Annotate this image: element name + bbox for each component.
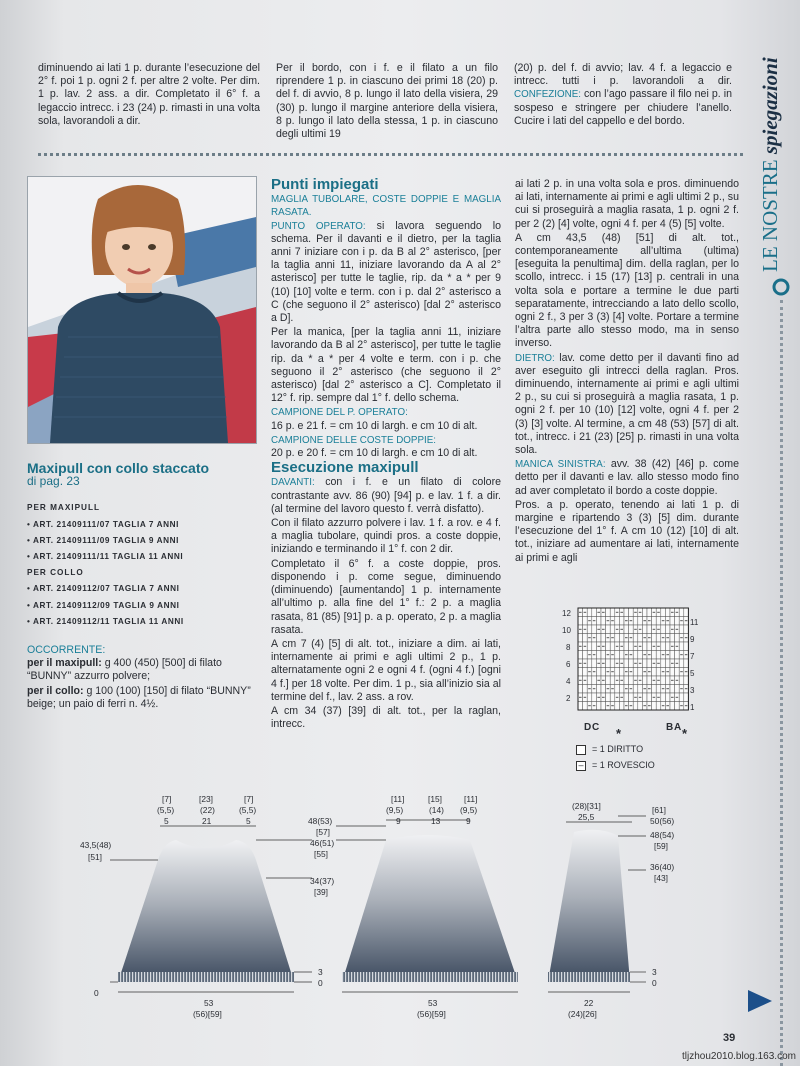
stitch-cell xyxy=(679,659,684,668)
stitch-cell xyxy=(656,668,661,677)
sleeve-dim-label: 50(56) xyxy=(650,816,675,826)
back-schematic xyxy=(308,794,518,1019)
punti-subheading: MAGLIA TUBOLARE, COSTE DOPPIE E MAGLIA RASATA. xyxy=(271,194,501,219)
top-column-3 xyxy=(514,62,732,129)
grid-row-num: 7 xyxy=(690,652,695,661)
stitch-cell xyxy=(633,617,638,626)
dietro-text: lav. come detto per il davanti fino ad aver eseguito gli intrecci della raglan. Pros. diminuendo, internamente ai primi e agli ultimi 2 p., su cui si proseguirà a maglia rasata, 1 p. ogni 2 f. per 10 (10) [12] volte, ogni 4 f. per 2 (3) [3] volte. Al termine, a cm 48 (53) [57] di alt. tot., intrecc. i 21 (23) [25] p. rimasti in una volta sola. xyxy=(515,351,739,457)
stitch-chart xyxy=(556,604,706,744)
stitch-cell xyxy=(642,659,647,668)
list-item: • ART. 21409111/11 TAGLIA 11 ANNI xyxy=(27,552,184,562)
back-body-shape xyxy=(342,835,518,982)
manica-sinistra-text: avv. 38 (42) [46] p. come detto per il davanti e lav. allo stesso modo fino ad aver completato il bordo a coste doppie. xyxy=(515,458,739,497)
front-dim-label: [51] xyxy=(88,852,102,862)
grid-row-num: 2 xyxy=(566,694,571,703)
front-dim-label: (5,5) xyxy=(239,805,257,815)
garment-schematics xyxy=(0,780,800,1030)
stitch-cell xyxy=(615,617,620,626)
front-dim-label: 21 xyxy=(202,816,212,826)
stitch-cell xyxy=(624,676,629,685)
grid-col-label: * xyxy=(616,726,622,741)
punto-operato-text: si lavora seguendo lo schema. Per il davanti e il dietro, per la taglia anni 7 iniziare con i p. da B al 2° asterisco, [per la taglia anni 11, iniziare lavorando da A al 2° asterisco] per tutte le taglie, rip. da * a * per 9 (10) [10] volte e term. con i p. dal 2° asterisco a C (che seguono il 2° asterisco) [dal 2° asterisco a D]. xyxy=(271,219,502,325)
stitch-cell xyxy=(684,642,689,651)
maxipull-article-list xyxy=(27,517,257,566)
right-paragraph-1: ai lati 2 p. in una volta sola e pros. diminuendo ai lati, internamente ai primi e agli ultimi 2 p., su cui si proseguirà a maglia rasata, 1 p. ogni 2 f. per 2 (2) [4] volte, ogni 4 f. per 4 (5) [5] volte. xyxy=(515,178,739,230)
stitch-cell xyxy=(638,651,643,660)
top-column-1 xyxy=(38,62,260,129)
stitch-cell xyxy=(670,668,675,677)
campione-cd-value: 20 p. e 20 f. = cm 10 di largh. e cm 10 di alt. xyxy=(271,447,478,460)
stitch-cell xyxy=(652,685,657,694)
stitch-cell xyxy=(670,685,675,694)
stitch-cell xyxy=(578,668,583,677)
stitch-cell xyxy=(606,693,611,702)
sleeve-dim-label: [43] xyxy=(654,873,668,883)
front-dim-label: 0 xyxy=(318,978,323,988)
stitch-cell xyxy=(638,702,643,711)
stitch-cell xyxy=(596,702,601,711)
sleeve-rib-band xyxy=(548,972,630,982)
stitch-cell xyxy=(679,676,684,685)
stitch-cell xyxy=(665,642,670,651)
collo-material-text: g 100 (100) [150] di filato “BUNNY” beige; un paio di ferri n. 4½. xyxy=(27,684,251,710)
stitch-cell xyxy=(587,608,592,617)
punti-heading: Punti impiegati xyxy=(271,176,379,193)
stitch-cell xyxy=(633,702,638,711)
stitch-cell xyxy=(675,685,680,694)
sleeve-body-shape xyxy=(548,830,630,982)
back-rib-band xyxy=(342,972,518,982)
list-item: • ART. 21409112/09 TAGLIA 9 ANNI xyxy=(27,600,180,610)
stitch-cell xyxy=(665,693,670,702)
legend-rovescio: – = 1 ROVESCIO xyxy=(576,760,655,771)
list-item: • ART. 21409112/07 TAGLIA 7 ANNI xyxy=(27,584,180,594)
stitch-cell xyxy=(619,668,624,677)
stitch-cell xyxy=(675,651,680,660)
stitch-cell xyxy=(587,625,592,634)
campione-po-value: 16 p. e 21 f. = cm 10 di largh. e cm 10 di alt. xyxy=(271,419,478,432)
stitch-cell xyxy=(665,659,670,668)
grid-row-num: 9 xyxy=(690,635,695,644)
stitch-cell xyxy=(610,608,615,617)
stitch-cell xyxy=(684,625,689,634)
stitch-cell xyxy=(684,693,689,702)
stitch-cell xyxy=(592,693,597,702)
list-item: • ART. 21409111/07 TAGLIA 7 ANNI xyxy=(27,519,180,529)
stitch-cell xyxy=(665,608,670,617)
confezione-label: CONFEZIONE: xyxy=(514,89,581,101)
sleeve-dim-label: (24)[26] xyxy=(568,1009,597,1019)
stitch-cell xyxy=(665,676,670,685)
stitch-cell xyxy=(652,634,657,643)
grid-row-num: 12 xyxy=(562,609,571,618)
stitch-cell xyxy=(615,702,620,711)
stitch-cell xyxy=(601,617,606,626)
stitch-cell xyxy=(679,608,684,617)
maxipull-material-text: g 400 (450) [500] di filato “BUNNY” azzurro polvere; xyxy=(27,657,222,683)
stitch-cell xyxy=(578,651,583,660)
left-info-column xyxy=(27,462,257,712)
stitch-cell xyxy=(619,634,624,643)
top-column-2 xyxy=(276,62,498,142)
stitch-cell xyxy=(661,676,666,685)
stitch-cell xyxy=(675,617,680,626)
front-dim-label: 53 xyxy=(204,998,214,1008)
front-dim-label: (56)[59] xyxy=(193,1009,222,1019)
stitch-cell xyxy=(638,668,643,677)
collo-material-label: per il collo: xyxy=(27,684,84,697)
stitch-cell xyxy=(601,668,606,677)
back-dim-label: 9 xyxy=(396,816,401,826)
stitch-cell xyxy=(587,659,592,668)
stitch-cell xyxy=(587,642,592,651)
front-dim-label: 5 xyxy=(246,816,251,826)
stitch-cell xyxy=(592,608,597,617)
punto-operato-label: PUNTO OPERATO: xyxy=(271,220,366,232)
stitch-cell xyxy=(578,685,583,694)
stitch-cell xyxy=(665,625,670,634)
stitch-cell xyxy=(647,608,652,617)
paragraph-3: A cm 7 (4) [5] di alt. tot., iniziare a dim. ai lati, internamente ai primi e agli ultimi 2 p., 1 p. alternatamente ogni 2 e ogni 4 f. (ogni 4 f.) [ogni 4 f.] per 18 volte. Per dim. 1 p., sia all’inizio sia al termine del f., lav. 2 ass. a rov. xyxy=(271,637,501,703)
right-paragraph-2: A cm 43,5 (48) [51] di alt. tot., contemporaneamente all’ultima (ultima) [eseguita la penultima] dim. della raglan, per lo scollo, intrecc. i 15 (17) [13] p. centrali in una volta sola e portare a termine le due parti separatamente, intrecciando a lato dello scollo, ogni 2 f., 3 per 3 (3) [4] volte. Portare a termine l’altra parte allo stesso modo, ma in senso inverso. xyxy=(515,231,739,350)
right-paragraph-3: Pros. a p. operato, tenendo ai lati 1 p. di margine e ripartendo 3 (3) [5] dim. durante l’esecuzione del 1° f. A cm 10 (12) [10] di alt. tot., iniziare ad aumentare ai lati, internamente ai primi e agli xyxy=(515,498,739,564)
stitch-cell xyxy=(606,642,611,651)
dietro-label: DIETRO: xyxy=(515,352,555,364)
stitch-cell xyxy=(638,617,643,626)
stitch-cell xyxy=(601,685,606,694)
stitch-cell xyxy=(596,668,601,677)
stitch-cell xyxy=(583,702,588,711)
stitch-cell xyxy=(656,634,661,643)
stitch-cell xyxy=(592,676,597,685)
sleeve-dim-label: [61] xyxy=(652,805,666,815)
stitch-cell xyxy=(661,608,666,617)
sleeve-dim-label: 36(40) xyxy=(650,862,675,872)
front-dim-label: 43,5(48) xyxy=(80,840,112,850)
stitch-cell xyxy=(583,634,588,643)
back-dim-label: (14) xyxy=(429,805,444,815)
list-item: • ART. 21409111/09 TAGLIA 9 ANNI xyxy=(27,535,180,545)
page-number: 39 xyxy=(723,1032,736,1044)
front-dim-label: 46(51) xyxy=(310,838,335,848)
front-dim-label: [55] xyxy=(314,849,328,859)
pattern-subtitle: di pag. 23 xyxy=(27,474,80,489)
stitch-cell xyxy=(610,676,615,685)
top-col3-text-a: (20) p. del f. di avvio; lav. 4 f. a legaccio e intrecc. tutti i p. lavorandoli a dir. xyxy=(514,62,732,88)
front-dim-label: (5,5) xyxy=(157,805,175,815)
collo-article-list xyxy=(27,581,257,630)
stitch-cell xyxy=(610,625,615,634)
stitch-cell xyxy=(596,634,601,643)
stitch-cell xyxy=(652,668,657,677)
stitch-cell xyxy=(647,659,652,668)
stitch-chart-grid xyxy=(578,608,688,710)
campione-cd-label: CAMPIONE DELLE COSTE DOPPIE: xyxy=(271,434,436,446)
grid-row-num: 11 xyxy=(690,618,699,627)
stitch-cell xyxy=(629,676,634,685)
esecuzione-heading: Esecuzione maxipull xyxy=(271,459,419,477)
back-dim-label: [15] xyxy=(428,794,442,804)
grid-row-num: 8 xyxy=(566,643,571,652)
stitch-cell xyxy=(619,702,624,711)
maxipull-material-label: per il maxipull: xyxy=(27,657,102,670)
top-col1-text: diminuendo ai lati 1 p. durante l’esecuzione del 2° f. poi 1 p. ogni 2 f. per altre 2 volte. Per dim. 1 p. lav. 2 ass. a dir. Completato il 6° f. a legaccio intrecc. i 23 (24) p. rimasti in una volta sola, lavorandoli a dir. xyxy=(38,62,260,127)
stitch-cell xyxy=(684,659,689,668)
stitch-cell xyxy=(652,617,657,626)
paragraph-1: Con il filato azzurro polvere i lav. 1 f. a rov. e 4 f. a maglia tubolare, quindi pros. a coste doppie, iniziando e terminando il 1° f. con 2 dir. xyxy=(271,517,501,556)
stitch-cell xyxy=(610,693,615,702)
stitch-cell xyxy=(670,634,675,643)
grid-row-num: 1 xyxy=(690,703,695,712)
grid-col-label: C xyxy=(592,722,600,733)
sleeve-dim-label: 22 xyxy=(584,998,594,1008)
stitch-cell xyxy=(615,668,620,677)
back-dim-label: 9 xyxy=(466,816,471,826)
back-dim-label: (9,5) xyxy=(386,805,404,815)
stitch-cell xyxy=(610,659,615,668)
stitch-cell xyxy=(587,676,592,685)
stitch-cell xyxy=(656,617,661,626)
sleeve-dim-label: 0 xyxy=(652,978,657,988)
grid-row-num: 10 xyxy=(562,626,571,635)
paragraph-4: A cm 34 (37) [39] di alt. tot., per la raglan, intrecc. xyxy=(271,704,501,731)
stitch-cell xyxy=(656,685,661,694)
sleeve-dim-label: [59] xyxy=(654,841,668,851)
front-dim-label: [23] xyxy=(199,794,213,804)
front-body-shape xyxy=(118,840,294,982)
stitch-cell xyxy=(633,685,638,694)
stitch-cell xyxy=(578,702,583,711)
stitch-cell xyxy=(578,634,583,643)
top-col3-text-b: con l’ago passare il filo nei p. in sospeso e stringere per chiudere l’anello. Cucire i lati del cappello e del bordo. xyxy=(514,88,732,127)
stitch-cell xyxy=(652,651,657,660)
stitch-cell xyxy=(679,693,684,702)
stitch-cell xyxy=(601,634,606,643)
occorrente-label: OCCORRENTE: xyxy=(27,644,106,657)
per-collo-heading: PER COLLO xyxy=(27,568,84,578)
front-schematic-body xyxy=(110,826,323,992)
pattern-title: Maxipull con collo staccato xyxy=(27,460,210,476)
sidebar-prefix: LE NOSTRE xyxy=(758,159,782,272)
middle-instructions-column xyxy=(271,178,501,732)
stitch-cell xyxy=(619,685,624,694)
stitch-cell xyxy=(624,659,629,668)
stitch-cell xyxy=(615,651,620,660)
stitch-cell xyxy=(615,634,620,643)
stitch-cell xyxy=(592,625,597,634)
stitch-cell xyxy=(629,608,634,617)
stitch-cell xyxy=(596,617,601,626)
stitch-cell xyxy=(661,693,666,702)
diritto-box-icon xyxy=(576,745,586,755)
next-arrow-icon xyxy=(748,990,772,1012)
sleeve-dim-label: (28)[31] xyxy=(572,801,601,811)
stitch-cell xyxy=(596,685,601,694)
stitch-cell xyxy=(601,651,606,660)
grid-col-label: D xyxy=(584,722,592,733)
sidebar-emph: spiegazioni xyxy=(758,57,782,155)
stitch-cell xyxy=(670,617,675,626)
sleeve-dim-label: 3 xyxy=(652,967,657,977)
grid-row-num: 4 xyxy=(566,677,571,686)
front-dim-label: [7] xyxy=(162,794,172,804)
back-dim-label: (56)[59] xyxy=(417,1009,446,1019)
stitch-cell xyxy=(679,625,684,634)
grid-col-label: A xyxy=(674,722,682,733)
sleeve-dim-label: 48(54) xyxy=(650,830,675,840)
back-dim-label: 48(53) xyxy=(308,816,333,826)
stitch-cell xyxy=(578,617,583,626)
grid-row-num: 6 xyxy=(566,660,571,669)
stitch-cell xyxy=(633,668,638,677)
stitch-cell xyxy=(629,659,634,668)
stitch-cell xyxy=(633,634,638,643)
stitch-cell xyxy=(619,651,624,660)
front-dim-label: [7] xyxy=(244,794,254,804)
front-dim-label: 34(37) xyxy=(310,876,335,886)
front-dim-label: 5 xyxy=(164,816,169,826)
stitch-cell xyxy=(619,617,624,626)
sleeve-dim-label: 25,5 xyxy=(578,812,595,822)
front-dim-label: 0 xyxy=(94,988,99,998)
stitch-cell xyxy=(647,625,652,634)
stitch-cell xyxy=(684,608,689,617)
stitch-cell xyxy=(642,608,647,617)
stitch-cell xyxy=(583,651,588,660)
stitch-cell xyxy=(675,634,680,643)
back-dim-label: [11] xyxy=(464,794,478,804)
back-dim-label: 53 xyxy=(428,998,438,1008)
stitch-cell xyxy=(661,625,666,634)
girl-in-sweater-image xyxy=(28,177,256,443)
stitch-cell xyxy=(583,617,588,626)
stitch-cell xyxy=(642,642,647,651)
stitch-cell xyxy=(647,642,652,651)
stitch-cell xyxy=(675,702,680,711)
right-instructions-column xyxy=(515,178,739,566)
stitch-cell xyxy=(624,693,629,702)
stitch-cell xyxy=(592,659,597,668)
sleeve-schematic xyxy=(548,801,674,1019)
stitch-cell xyxy=(638,685,643,694)
stitch-cell xyxy=(583,685,588,694)
front-rib-band xyxy=(118,972,294,982)
sidebar-circle-icon xyxy=(770,276,792,298)
stitch-cell xyxy=(661,659,666,668)
back-dim-label: (9,5) xyxy=(460,805,478,815)
campione-po-label: CAMPIONE DEL P. OPERATO: xyxy=(271,407,408,419)
stitch-cell xyxy=(606,625,611,634)
watermark: tljzhou2010.blog.163.com xyxy=(682,1051,796,1062)
section-divider xyxy=(38,153,743,156)
davanti-text: con i f. e un filato di colore contrastante avv. 86 (90) [94] p. e lav. 1 f. a dir. (al termine del lavoro questo f. verrà disfatto). xyxy=(271,476,501,515)
grid-col-label: B xyxy=(666,722,674,733)
back-dim-label: [57] xyxy=(316,827,330,837)
stitch-cell xyxy=(606,659,611,668)
stitch-cell xyxy=(642,693,647,702)
stitch-cell xyxy=(675,668,680,677)
stitch-cell xyxy=(624,625,629,634)
manica-paragraph: Per la manica, [per la taglia anni 11, iniziare lavorando da B al 2° asterisco], per tutte le taglie rip. da * a * per 4 volte e term. con i p. che seguono il 2° asterisco (che seguono il 2° asterisco) [dal 2° asterisco a C]. Completato il 12° f. rip. sempre dal 1° f. dello schema. xyxy=(271,326,501,405)
section-sidebar xyxy=(752,10,792,270)
stitch-cell xyxy=(606,608,611,617)
grid-row-num: 3 xyxy=(690,686,695,695)
stitch-cell xyxy=(679,642,684,651)
back-dim-label: 13 xyxy=(431,816,441,826)
stitch-cell xyxy=(629,642,634,651)
grid-row-num: 5 xyxy=(690,669,695,678)
front-dim-label: (22) xyxy=(200,805,215,815)
stitch-cell xyxy=(652,702,657,711)
stitch-cell xyxy=(606,676,611,685)
stitch-cell xyxy=(629,625,634,634)
stitch-cell xyxy=(642,676,647,685)
manica-sinistra-label: MANICA SINISTRA: xyxy=(515,459,606,471)
stitch-cell xyxy=(661,642,666,651)
rovescio-box-icon: – xyxy=(576,761,586,771)
stitch-cell xyxy=(670,651,675,660)
stitch-cell xyxy=(624,608,629,617)
stitch-cell xyxy=(592,642,597,651)
stitch-cell xyxy=(638,634,643,643)
stitch-cell xyxy=(624,642,629,651)
paragraph-2: Completato il 6° f. a coste doppie, pros. disponendo i p. come segue, diminuendo (diminuendo) [aumentando] 1 p. internamente all’ultimo p. alla fine del 1° f.: 2 p. a maglia rasata, 81 (85) [91] p. a p. operato, 2 p. a maglia rasata. xyxy=(271,557,501,636)
stitch-cell xyxy=(601,702,606,711)
stitch-cell xyxy=(615,685,620,694)
stitch-cell xyxy=(629,693,634,702)
back-dim-label: [11] xyxy=(391,794,405,804)
davanti-label: DAVANTI: xyxy=(271,477,315,489)
legend-diritto: = 1 DIRITTO xyxy=(576,744,643,755)
stitch-cell xyxy=(633,651,638,660)
stitch-cell xyxy=(610,642,615,651)
stitch-cell xyxy=(670,702,675,711)
product-photo xyxy=(27,176,257,444)
stitch-cell xyxy=(656,651,661,660)
list-item: • ART. 21409112/11 TAGLIA 11 ANNI xyxy=(27,616,184,626)
stitch-cell xyxy=(647,693,652,702)
stitch-cell xyxy=(587,693,592,702)
per-maxipull-heading: PER MAXIPULL xyxy=(27,503,100,513)
stitch-cell xyxy=(642,625,647,634)
stitch-cell xyxy=(647,676,652,685)
stitch-cell xyxy=(656,702,661,711)
stitch-cell xyxy=(684,676,689,685)
stitch-cell xyxy=(583,668,588,677)
top-col2-text: Per il bordo, con i f. e il filato a un filo riprendere 1 p. in ciascuno dei primi 18 (20) p. del f. di avvio, 8 p. lungo il lato della visiera, 29 (30) p. lungo il margine anteriore della visiera, 8 p. lungo il lato della stessa, 1 p. in ciascuno degli ultimi 19 xyxy=(276,62,498,141)
stitch-cell xyxy=(596,651,601,660)
front-dim-label: [39] xyxy=(314,887,328,897)
front-dim-label: 3 xyxy=(318,967,323,977)
grid-col-label: * xyxy=(682,726,688,741)
